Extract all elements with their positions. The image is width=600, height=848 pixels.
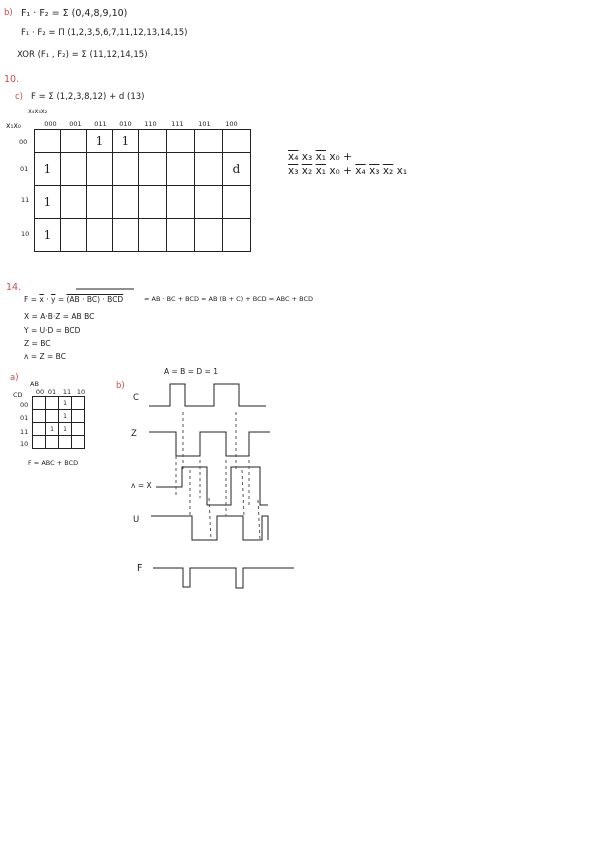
waveform-x (156, 467, 268, 505)
small-kmap-col-header: 11 (62, 388, 72, 396)
kmap-row-header: 01 (20, 165, 29, 173)
result-operator: + (343, 151, 352, 163)
timing-guides (176, 412, 260, 540)
part-b-line-3: XOR (F₁ , F₂) = Σ (11,12,14,15) (17, 50, 148, 60)
small-kmap-cell: 1 (59, 410, 72, 423)
kmap-col-header: 001 (69, 120, 82, 128)
kmap-col-header: 101 (198, 120, 211, 128)
kmap-row-header: 11 (21, 196, 30, 204)
result-var: x₀ (329, 151, 340, 163)
timing-signal-label: C (133, 393, 139, 403)
kmap-cell: 1 (113, 130, 139, 153)
problem-14-part-a-label: a) (10, 373, 19, 383)
kmap-row-header: 10 (21, 230, 30, 238)
kmap-row-variables: x₁x₀ (6, 121, 21, 130)
kmap-col-header: 011 (94, 120, 107, 128)
result-var: x₁ (396, 165, 408, 177)
result-var: x₁ (315, 151, 326, 163)
result-var: x₃ (288, 165, 299, 177)
f-nested-expression: (AB · BC) · BCD (66, 295, 124, 304)
small-kmap-row-var: CD (13, 391, 23, 399)
small-kmap-row-header: 00 (20, 401, 29, 409)
small-kmap-cell: 1 (46, 423, 59, 436)
kmap-col-header: 100 (225, 120, 238, 128)
kmap-col-header: 111 (171, 120, 184, 128)
small-kmap-row-header: 10 (20, 440, 29, 448)
result-var: x₂ (382, 165, 394, 177)
f-simplification: = AB · BC + BCD = AB (B + C) + BCD = ABC + BCD (144, 295, 314, 303)
small-kmap-cell: 1 (59, 423, 72, 436)
part-b-label: b) (4, 8, 13, 18)
result-var: x₀ (329, 165, 340, 177)
small-kmap-col-var: AB (30, 380, 39, 388)
f-y-var: $\overline{y}$ (50, 295, 56, 304)
kmap-col-header: 010 (119, 120, 132, 128)
kmap-row-header: 00 (19, 138, 28, 146)
kmap-col-header: 110 (144, 120, 157, 128)
waveform-u (151, 516, 268, 540)
result-var: x₄ (288, 151, 299, 163)
result-var: x₃ (369, 165, 380, 177)
small-kmap-col-header: 00 (35, 388, 45, 396)
kmap-cell: 1 (87, 130, 113, 153)
f-x-var: $\overline{x}$ (39, 295, 44, 304)
small-kmap-col-header: 01 (47, 388, 57, 396)
f-eq: = (55, 295, 67, 304)
problem-14-part-b-label: b) (116, 381, 125, 391)
result-var: x₂ (301, 165, 313, 177)
result-var: x₃ (301, 151, 313, 163)
problem-10-part-label: c) (15, 92, 23, 102)
small-kmap-result: F = ABC + BCD (28, 459, 79, 467)
y-equation: Y = U·D = BCD (24, 326, 81, 335)
waveform-f (153, 568, 294, 588)
f-dot: · (43, 295, 51, 304)
problem-14-number: 14. (6, 282, 22, 293)
u-equation: ʌ = Z = BC (24, 352, 66, 361)
small-kmap-cell: 1 (59, 397, 72, 410)
small-kmap-col-header: 10 (76, 388, 86, 396)
problem-10-number: 10. (4, 74, 20, 85)
f-lhs: F = (24, 295, 40, 304)
result-var: x₁ (315, 165, 326, 177)
result-var: x₄ (355, 165, 366, 177)
waveform-c (149, 384, 266, 406)
timing-signal-label: F (137, 563, 143, 574)
problem-10-function: F = Σ (1,2,3,8,12) + d (13) (31, 92, 145, 102)
kmap-cell: d (223, 153, 251, 186)
kmap-col-header: 000 (44, 120, 57, 128)
kmap-cell: 1 (35, 186, 61, 219)
z-equation: Z = BC (24, 339, 51, 348)
small-kmap-row-header: 01 (20, 414, 29, 422)
part-b-line-2: F₁ · F₂ = Π (1,2,3,5,6,7,11,12,13,14,15) (21, 28, 188, 38)
timing-signal-label: U (133, 515, 140, 525)
kmap-column-variables: x₄x₃x₂ (28, 107, 48, 115)
result-operator: + (343, 165, 352, 177)
timing-signal-label: Z (131, 429, 137, 439)
part-b-line-1: F₁ · F₂ = Σ (0,4,8,9,10) (21, 8, 128, 19)
kmap-cell: 1 (35, 153, 61, 186)
timing-signal-label: ʌ = X (131, 481, 152, 490)
kmap-cell: 1 (35, 219, 61, 252)
small-kmap-row-header: 11 (20, 428, 29, 436)
timing-condition: A = B = D = 1 (164, 367, 218, 376)
x-equation: X = A·B·Z = AB BC (24, 312, 95, 321)
waveform-z (149, 432, 270, 456)
